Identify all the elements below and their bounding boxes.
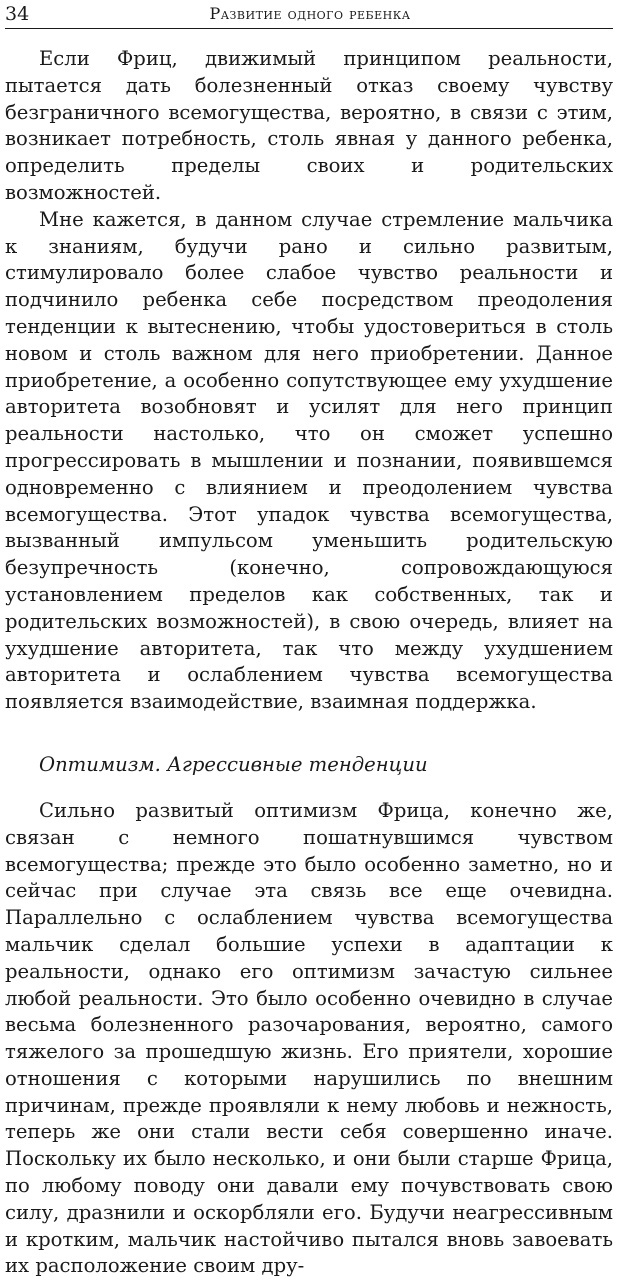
- running-title: Развитие одного ребенка: [209, 4, 411, 23]
- paragraph-fritz-reality: Если Фриц, движимый принципом реальности, пытается дать болезненный отказ своему чувству безграничного всемогущества, вероятно, в связи с этим, возникает потребность, столь явная у данного ребенка, определить пределы своих и родительских возможностей.: [5, 47, 613, 204]
- header-rule: [5, 28, 613, 29]
- page-header: [0, 0, 620, 30]
- paragraph-knowledge-striving: Мне кажется, в данном случае стремление мальчика к знаниям, будучи рано и сильно развитым, стимулировало более слабое чувство реальности и подчинило ребенка себе посредством преодоления тенденции к вытеснению, чтобы удостовериться в столь новом и столь важном для него приобретении. Данное приобретение, а особенно сопутствующее ему ухудшение авторитета возобновят и усилят для него принцип реальности настолько, что он сможет успешно прогрессировать в мышлении и познании, появившемся одновременно с влиянием и преодолением чувства всемогущества. Этот упадок чувства всемогущества, вызванный импульсом уменьшить родительскую безупречность (конечно, сопровождающуюся установлением пределов как собственных, так и родительских возможностей), в свою очередь, влияет на ухудшение авторитета, так что между ухудшением авторитета и ослаблением чувства всемогущества появляется взаимодействие, взаимная поддержка.: [5, 207, 613, 714]
- paragraph-optimism: Сильно развитый оптимизм Фрица, конечно же, связан с немного пошатнувшимся чувством всемогущества; прежде это было особенно заметно, но и сейчас при случае эта связь все еще очевидна. Параллельно с ослаблением чувства всемогущества мальчик сделал большие успехи в адаптации к реальности, однако его оптимизм зачастую сильнее любой реальности. Это было особенно очевидно в случае весьма болезненного разочарования, вероятно, самого тяжелого за прошедшую жизнь. Его приятели, хорошие отношения с которыми нарушились по внешним причинам, прежде проявляли к нему любовь и нежность, теперь же они стали вести себя совершенно иначе. Поскольку их было несколько, и они были старше Фрица, по любому поводу они давали ему почувствовать свою силу, дразнили и оскорбляли его. Будучи неагрессивным и кротким, мальчик настойчиво пытался вновь завоевать их расположение своим дру-: [5, 798, 613, 1278]
- body-text: [5, 46, 613, 1280]
- page-number: 34: [5, 3, 30, 25]
- section-heading: Оптимизм. Агрессивные тенденции: [39, 752, 428, 776]
